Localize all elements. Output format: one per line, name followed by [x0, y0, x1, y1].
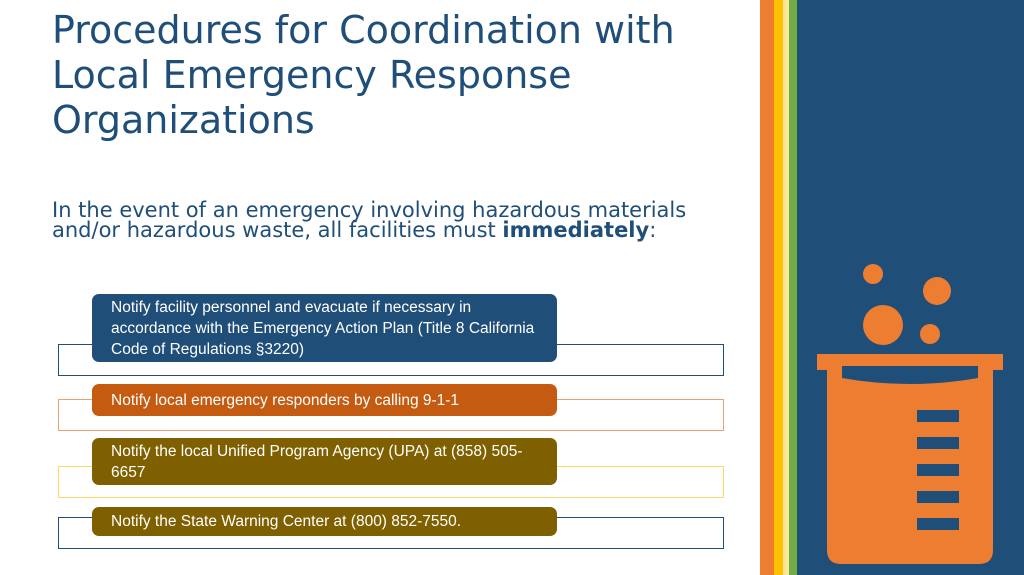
step-3-text: Notify the local Unified Program Agency (UPA) at (858) 505-6657: [111, 442, 523, 481]
stripe-orange: [760, 0, 774, 575]
intro-suffix: :: [649, 218, 657, 242]
beaker-mark-2: [917, 437, 959, 449]
step-4-text: Notify the State Warning Center at (800) 852-7550.: [111, 513, 462, 530]
beaker-icon: [800, 250, 1020, 575]
intro-text-body: In the event of an emergency involving hazardous materials and/or hazardous waste, all facilities must: [52, 198, 687, 242]
step-4-box: [92, 507, 557, 536]
bubble-small: [920, 324, 940, 344]
bubble-large: [863, 305, 903, 345]
beaker-mark-1: [917, 410, 959, 422]
step-2-text: Notify local emergency responders by calling 9-1-1: [111, 391, 460, 409]
bubble-medium: [923, 277, 951, 305]
intro-text: [52, 200, 752, 240]
stripe-green: [789, 0, 797, 575]
intro-emphasis: immediately: [502, 218, 650, 242]
step-1-text: Notify facility personnel and evacuate if necessary in accordance with the Emergency Action Plan (Title 8 California Code of Regulations §3220): [111, 298, 535, 358]
bubble-small-top: [863, 264, 883, 284]
step-3-box: [92, 438, 557, 485]
stripe-yellow: [774, 0, 783, 575]
step-2-box: [92, 384, 557, 416]
slide-title: Procedures for Coordination with Local Emergency Response Organizations: [52, 8, 675, 142]
beaker-mark-5: [917, 518, 959, 530]
beaker-mark-4: [917, 491, 959, 503]
step-1-box: [92, 294, 557, 362]
beaker-mark-3: [917, 464, 959, 476]
